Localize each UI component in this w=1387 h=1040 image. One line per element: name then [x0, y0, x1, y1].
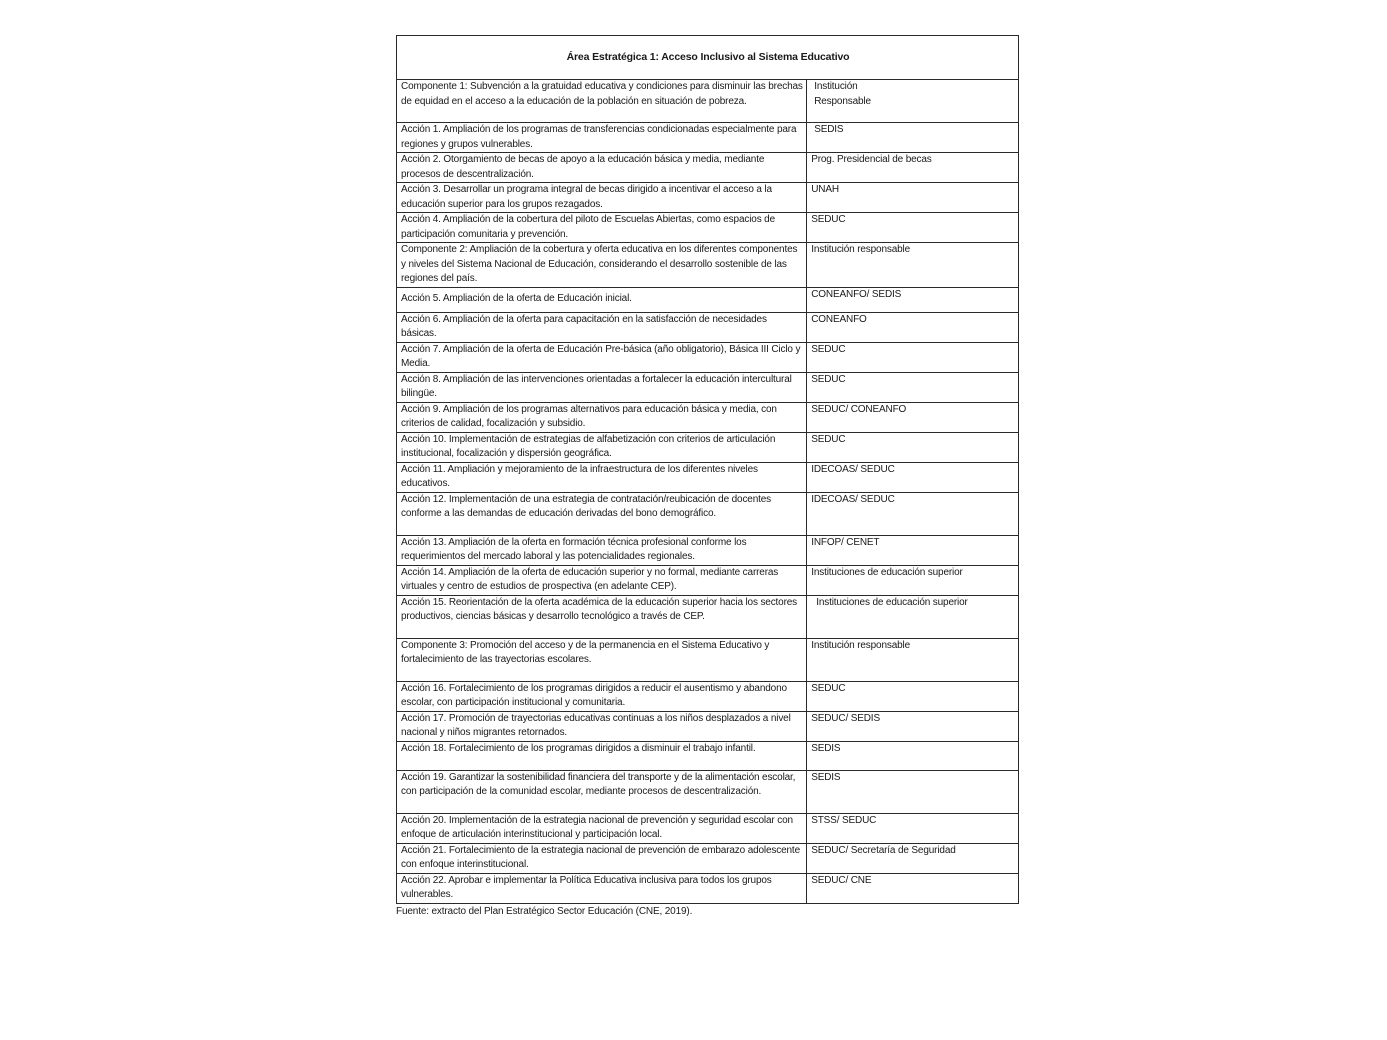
action-cell: Acción 9. Ampliación de los programas alternativos para educación básica y media, con criterios de calidad, focalización y subsidio.	[397, 402, 807, 432]
table-row	[397, 843, 1019, 873]
action-cell: Acción 18. Fortalecimiento de los programas dirigidos a disminuir el trabajo infantil.	[397, 741, 807, 770]
table-row	[397, 492, 1019, 535]
institution-header-cell: Institución responsable	[807, 243, 1019, 288]
table-title: Área Estratégica 1: Acceso Inclusivo al Sistema Educativo	[397, 36, 1019, 80]
table-title-row	[397, 36, 1019, 80]
institution-cell: SEDUC	[807, 213, 1019, 243]
institution-cell: SEDUC/ CNE	[807, 873, 1019, 903]
action-cell: Acción 4. Ampliación de la cobertura del piloto de Escuelas Abiertas, como espacios de participación comunitaria y prevención.	[397, 213, 807, 243]
action-cell: Acción 19. Garantizar la sostenibilidad financiera del transporte y de la alimentación escolar, con participación de la comunidad escolar, mediante procesos de descentralización.	[397, 770, 807, 813]
table-row	[397, 372, 1019, 402]
institution-cell: UNAH	[807, 183, 1019, 213]
action-cell: Acción 1. Ampliación de los programas de transferencias condicionadas especialmente para regiones y grupos vulnerables.	[397, 123, 807, 153]
action-cell: Acción 20. Implementación de la estrategia nacional de prevención y seguridad escolar con enfoque de articulación interinstitucional y participación local.	[397, 813, 807, 843]
component-cell: Componente 1: Subvención a la gratuidad educativa y condiciones para disminuir las brechas de equidad en el acceso a la educación de la población en situación de pobreza.	[397, 80, 807, 123]
institution-cell: Instituciones de educación superior	[807, 565, 1019, 595]
component-row	[397, 243, 1019, 288]
action-cell: Acción 22. Aprobar e implementar la Política Educativa inclusiva para todos los grupos vulnerables.	[397, 873, 807, 903]
institution-cell: SEDUC	[807, 372, 1019, 402]
table-row	[397, 312, 1019, 342]
table-row	[397, 213, 1019, 243]
component-cell: Componente 3: Promoción del acceso y de la permanencia en el Sistema Educativo y fortalecimiento de las trayectorias escolares.	[397, 638, 807, 681]
action-cell: Acción 10. Implementación de estrategias de alfabetización con criterios de articulación institucional, focalización y dispersión geográfica.	[397, 432, 807, 462]
institution-cell: IDECOAS/ SEDUC	[807, 492, 1019, 535]
table-row	[397, 432, 1019, 462]
action-cell: Acción 21. Fortalecimiento de la estrategia nacional de prevención de embarazo adolescente con enfoque interinstitucional.	[397, 843, 807, 873]
component-row	[397, 80, 1019, 123]
action-cell: Acción 5. Ampliación de la oferta de Educación inicial.	[397, 287, 807, 312]
institution-cell: STSS/ SEDUC	[807, 813, 1019, 843]
action-cell: Acción 14. Ampliación de la oferta de educación superior y no formal, mediante carreras virtuales y centro de estudios de prospectiva (en adelante CEP).	[397, 565, 807, 595]
institution-cell: SEDUC/ Secretaría de Seguridad	[807, 843, 1019, 873]
table-row	[397, 873, 1019, 903]
table-row	[397, 813, 1019, 843]
component-cell: Componente 2: Ampliación de la cobertura y oferta educativa en los diferentes componentes y niveles del Sistema Nacional de Educación, considerando el desarrollo sostenible de las regiones del país.	[397, 243, 807, 288]
action-cell: Acción 13. Ampliación de la oferta en formación técnica profesional conforme los requerimientos del mercado laboral y las potencialidades regionales.	[397, 535, 807, 565]
institution-header-cell: Institución Responsable	[807, 80, 1019, 123]
institution-cell: CONEANFO/ SEDIS	[807, 287, 1019, 312]
action-cell: Acción 15. Reorientación de la oferta académica de la educación superior hacia los sectores productivos, ciencias básicas y desarrollo tecnológico a través de CEP.	[397, 595, 807, 638]
table-row	[397, 153, 1019, 183]
table-row	[397, 595, 1019, 638]
institution-cell: SEDUC/ SEDIS	[807, 711, 1019, 741]
action-cell: Acción 8. Ampliación de las intervenciones orientadas a fortalecer la educación intercultural bilingüe.	[397, 372, 807, 402]
institution-cell: SEDUC	[807, 432, 1019, 462]
table-row	[397, 565, 1019, 595]
table-row	[397, 287, 1019, 312]
table-row	[397, 741, 1019, 770]
table-row	[397, 681, 1019, 711]
action-cell: Acción 12. Implementación de una estrategia de contratación/reubicación de docentes conforme a las demandas de educación derivadas del bono demográfico.	[397, 492, 807, 535]
action-cell: Acción 16. Fortalecimiento de los programas dirigidos a reducir el ausentismo y abandono escolar, con participación institucional y comunitaria.	[397, 681, 807, 711]
source-caption: Fuente: extracto del Plan Estratégico Sector Educación (CNE, 2019).	[396, 906, 693, 917]
institution-cell: SEDUC/ CONEANFO	[807, 402, 1019, 432]
institution-cell: INFOP/ CENET	[807, 535, 1019, 565]
institution-cell: SEDIS	[807, 741, 1019, 770]
institution-cell: SEDUC	[807, 681, 1019, 711]
strategic-area-table	[396, 35, 1019, 904]
action-cell: Acción 2. Otorgamiento de becas de apoyo a la educación básica y media, mediante procesos de descentralización.	[397, 153, 807, 183]
institution-cell: SEDUC	[807, 342, 1019, 372]
action-cell: Acción 17. Promoción de trayectorias educativas continuas a los niños desplazados a nivel nacional y niños migrantes retornados.	[397, 711, 807, 741]
institution-cell: Instituciones de educación superior	[807, 595, 1019, 638]
table-row	[397, 711, 1019, 741]
table-row	[397, 123, 1019, 153]
institution-cell: CONEANFO	[807, 312, 1019, 342]
institution-header-cell: Institución responsable	[807, 638, 1019, 681]
table-row	[397, 402, 1019, 432]
action-cell: Acción 7. Ampliación de la oferta de Educación Pre-básica (año obligatorio), Básica III Ciclo y Media.	[397, 342, 807, 372]
table-row	[397, 535, 1019, 565]
table-row	[397, 183, 1019, 213]
institution-cell: Prog. Presidencial de becas	[807, 153, 1019, 183]
table-row	[397, 462, 1019, 492]
institution-cell: SEDIS	[807, 123, 1019, 153]
table-row	[397, 770, 1019, 813]
action-cell: Acción 6. Ampliación de la oferta para capacitación en la satisfacción de necesidades básicas.	[397, 312, 807, 342]
action-cell: Acción 3. Desarrollar un programa integral de becas dirigido a incentivar el acceso a la educación superior para los grupos rezagados.	[397, 183, 807, 213]
table-row	[397, 342, 1019, 372]
action-cell: Acción 11. Ampliación y mejoramiento de la infraestructura de los diferentes niveles educativos.	[397, 462, 807, 492]
component-row	[397, 638, 1019, 681]
institution-cell: SEDIS	[807, 770, 1019, 813]
institution-cell: IDECOAS/ SEDUC	[807, 462, 1019, 492]
